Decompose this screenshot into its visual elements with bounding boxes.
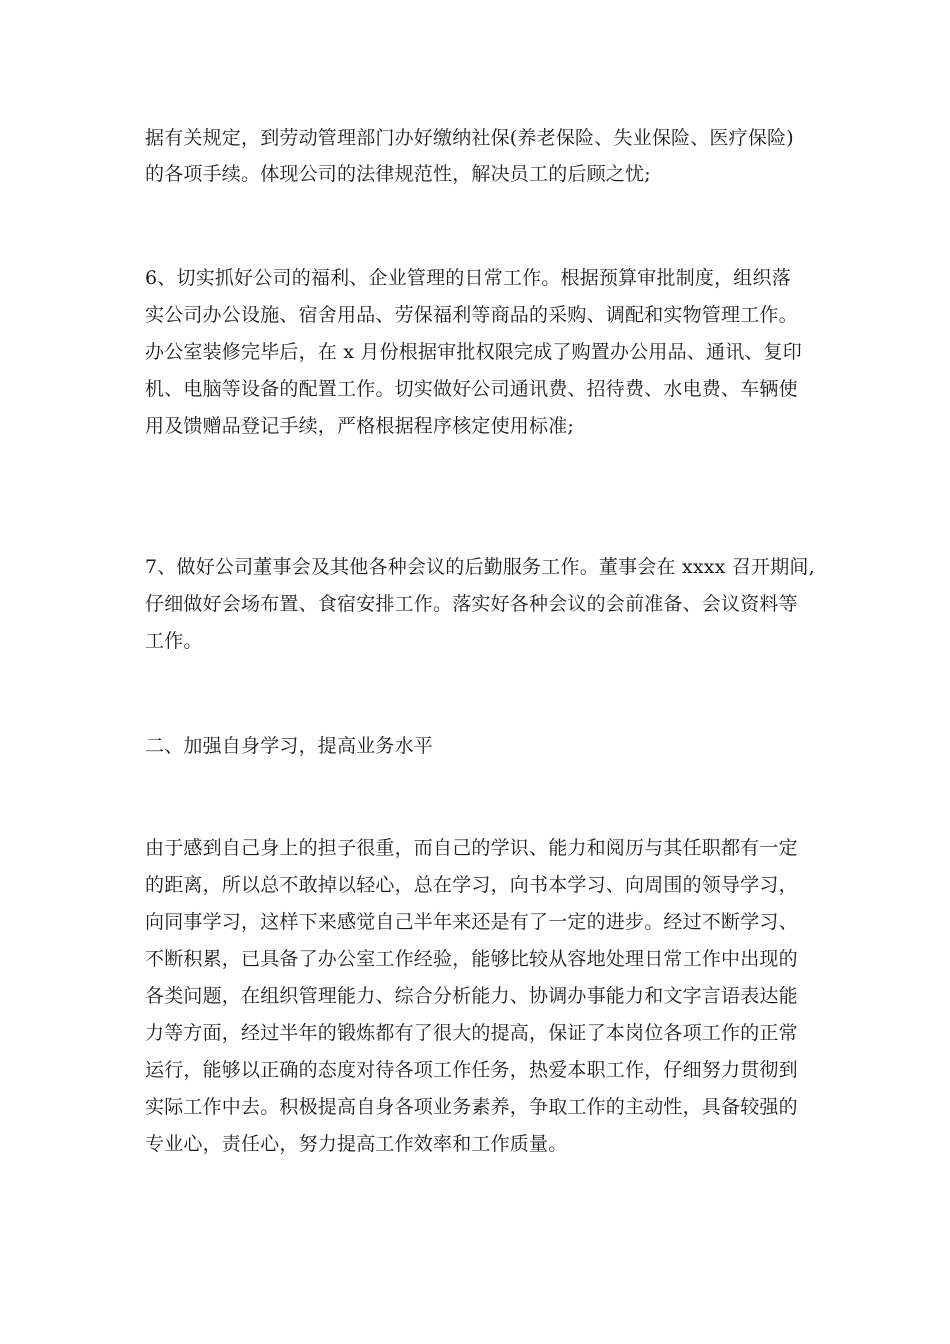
- text-line: 实公司办公设施、宿舍用品、劳保福利等商品的采购、调配和实物管理工作。: [145, 304, 798, 326]
- text-line: 由于感到自己身上的担子很重，而自己的学识、能力和阅历与其任职都有一定: [145, 837, 798, 859]
- text-line: 工作。: [145, 630, 203, 652]
- text-line: 力等方面，经过半年的锻炼都有了很大的提高，保证了本岗位各项工作的正常: [145, 1022, 798, 1044]
- text-line: 专业心，责任心，努力提高工作效率和工作质量。: [145, 1133, 568, 1155]
- text-line: 机、电脑等设备的配置工作。切实做好公司通讯费、招待费、水电费、车辆使: [145, 378, 798, 400]
- text-line: 据有关规定，到劳动管理部门办好缴纳社保(养老保险、失业保险、医疗保险): [145, 127, 794, 149]
- text-line: 7、做好公司董事会及其他各种会议的后勤服务工作。董事会在 xxxx 召开期间,: [145, 556, 815, 578]
- text-line: 仔细做好会场布置、食宿安排工作。落实好各种会议的会前准备、会议资料等: [145, 593, 798, 615]
- text-line: 实际工作中去。积极提高自身各项业务素养，争取工作的主动性，具备较强的: [145, 1096, 798, 1118]
- text-line: 向同事学习，这样下来感觉自己半年来还是有了一定的进步。经过不断学习、: [145, 911, 798, 933]
- text-line: 各类问题，在组织管理能力、综合分析能力、协调办事能力和文字言语表达能: [145, 985, 798, 1007]
- text-line: 运行，能够以正确的态度对待各项工作任务，热爱本职工作，仔细努力贯彻到: [145, 1059, 798, 1081]
- section-heading: 二、加强自身学习，提高业务水平: [145, 735, 434, 757]
- text-line: 6、切实抓好公司的福利、企业管理的日常工作。根据预算审批制度，组织落: [145, 267, 791, 289]
- text-line: 用及馈赠品登记手续，严格根据程序核定使用标准;: [145, 415, 575, 437]
- text-line: 的各项手续。体现公司的法律规范性，解决员工的后顾之忧;: [145, 163, 651, 185]
- text-line: 办公室装修完毕后，在 x 月份根据审批权限完成了购置办公用品、通讯、复印: [145, 341, 802, 363]
- text-line: 不断积累，已具备了办公室工作经验，能够比较从容地处理日常工作中出现的: [145, 948, 798, 970]
- text-line: 的距离，所以总不敢掉以轻心，总在学习，向书本学习、向周围的领导学习，: [145, 874, 798, 896]
